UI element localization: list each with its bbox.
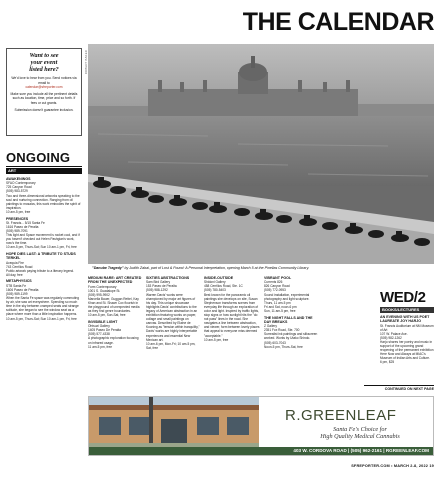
listing-title: METAPHYSICS: [6, 279, 32, 284]
listing-line: (505) 603-7043: [264, 340, 286, 345]
ad-tagline: Santa Fe's Choice for High Quality Medical Cannabis: [320, 426, 400, 440]
listing-line: SFAO Contemporary: [6, 181, 36, 186]
listing-line: Sam Bird Gallery: [146, 280, 171, 285]
listing-line: (505) 577-4338: [88, 332, 110, 337]
listing-line: All day, free: [6, 272, 23, 277]
listing-details: Make sure you include all the pertinent details such as location, time, price and so forth. If fees or cut grants.: [10, 92, 78, 105]
listing-line: 11 am-5 pm, free: [88, 344, 113, 349]
listing-line: Public artwork paying tribute to a literary legend.: [6, 268, 75, 273]
listing-heading: Want to see your event listed here?: [29, 52, 59, 74]
submit-listing-box: [6, 48, 82, 136]
listing-column-2: [88, 276, 142, 349]
listing-line: This light and Space movement is rocket cool, and if you haven't checked out Helen Pashgian's work, now's the time.: [6, 233, 80, 246]
listing-title: AWAKENINGS: [6, 177, 31, 181]
category-bar-art: ART: [6, 168, 82, 174]
listing-line: St. Francis... 5/15 Santa Fe: [6, 220, 45, 225]
listing-line: When the Santa Fe space was regularly commuting by air, she saw art everywhere. Spending so much time in the sky between cramped seats and strange solitude, she began to see the window seat as a place where more than a little inspiration happens.: [6, 296, 79, 317]
listing-line: Marcella Bauer, Guggan Rettel, Kay Khan and St. Shawn Cox flourish in the playground of unexpected media as they find genre boundaries.: [88, 296, 140, 314]
danube-shoes-photo-icon: [88, 44, 434, 264]
section-title-ongoing: ONGOING: [6, 150, 71, 165]
listing-line: Harjo shares her poetry and music in support of the upcoming grand reopening of the permanent exhibition Here Now and Always at MIAC's Museum of Indian Arts and Culture.: [380, 339, 434, 361]
listing-line: 10 am-6 pm, Mon-Fri; 10 am-5 pm, Sat, free: [146, 341, 196, 350]
ad-contact-bar: 403 W. CORDOVA ROAD | (505) 962-2161 | RGREENLEAF.COM: [89, 447, 433, 455]
listing-line: (505) 772-0953: [264, 288, 286, 293]
listing-line: 10 am-5 pm, Sun-Sat, free: [88, 313, 126, 318]
page-title: THE CALENDAR: [242, 8, 434, 36]
listing-line: Surrealist ink paintings and silkscreen worked. Works by Utako Shindo.: [264, 332, 318, 341]
listing-instructions: We'd love to hear from you. Send notices via email to calendar@sfreporter.com: [11, 76, 77, 90]
listing-line: 10 am-5 pm, Thurs-Sat; Sun 10 am-1 pm, Fri, free: [6, 245, 77, 250]
listing-title: SIXTIES ABSTRACTIONS: [146, 276, 190, 280]
listing-title: HOPE DIES LAST: A TRIBUTE TO STUDS TERKEL: [6, 252, 76, 261]
listing-column-6: [380, 315, 434, 365]
advertisement[interactable]: [88, 396, 434, 456]
listing-title: THE NIGHT FALLS AND THE DAY BREAKS: [264, 315, 313, 324]
category-bar-books: BOOKS/LECTURES: [380, 307, 434, 313]
listing-line: 1001 S. Guadalupe St.: [88, 288, 121, 293]
listing-line: 10 am-5 pm, free: [204, 337, 229, 342]
listing-line: 107 W. Palace Ave.: [380, 331, 408, 336]
listing-line: Currents 826: [264, 280, 283, 285]
listing-line: 826 Canyon Road: [264, 284, 290, 289]
listing-line: Z Gallery: [264, 324, 277, 329]
listing-line: A photographic exploration focusing on infrared usage.: [88, 336, 139, 345]
listing-line: Form Contemporary: [88, 284, 117, 289]
ad-brand-name: R.GREENLEAF: [285, 407, 397, 424]
listing-line: Fri and Sat, noon-6 pm: [264, 304, 297, 309]
email-link[interactable]: calendar@sfreporter.com: [25, 85, 63, 90]
listing-disclaimer: Submission doesn't guarantee inclusion.: [14, 107, 74, 112]
listing-line: Noon-5 pm, Thurs-Sat, free: [264, 344, 303, 349]
listing-line: Two and three-dimensional artworks speaking to the soul and nurturing connection. Ranging from oil paintings to mosaics, this work embodies the spirit of inspiration.: [6, 193, 81, 210]
listing-column-4: [204, 276, 260, 342]
listing-line: STB Santa Fe: [6, 283, 27, 288]
listing-line: Ohtsuzi Gallery: [88, 324, 110, 329]
listing-line: 10 am-5 pm, Thurs-Sat; Sun 10 am-1 pm, Fri, free: [6, 316, 77, 321]
listing-line: (505) 995-9902: [88, 292, 110, 297]
listing-line: 1606 Paseo de Peralta: [6, 287, 39, 292]
listing-line: Shidoni Gallery: [204, 280, 226, 285]
listing-line: 725 Canyon Road: [6, 185, 32, 190]
listing-line: (505) 780-5403: [204, 288, 226, 293]
listing-title: VIBRANT POOL: [264, 276, 292, 280]
photo-caption: "Danube Tragedy" by Judith Zabai, part of Lost & Found: A Personal Interpretation, opening March 5 at the Pinellas Community Library.: [92, 266, 310, 270]
listing-line: 458 Cerrillos Road, Ste. 1C: [204, 284, 243, 289]
photo-credit-vertical: ROBERT BAKER: [84, 50, 88, 75]
listing-line: Sun, 11 am-5 pm, free: [264, 308, 296, 313]
date-heading: WED/2: [380, 289, 426, 306]
listing-line: 743 Cerrillos Road: [6, 264, 33, 269]
listing-column-3: [146, 276, 200, 350]
listing-line: (505) 989-7091: [6, 229, 28, 234]
listing-line: 1405 Paseo De Peralta: [88, 328, 121, 333]
listing-line: 2351 Fox Road, Ste. 700: [264, 328, 300, 333]
listing-line: Sound installation, experimental photography and light sculpture.: [264, 292, 310, 301]
listing-line: 6 pm, $25: [380, 360, 395, 365]
listing-line: Acequia Fire: [6, 260, 24, 265]
listing-line: (505) 982-1262: [380, 335, 402, 340]
listing-column-1: [6, 177, 82, 321]
listing-line: Best known for the panoramic oil paintings she develops on site, Susan Stephenson transforms scenes from everyday life through an exploration of color and light. Inspired by traffic lights, stop signs or how sunlight hits the "do not pass" lines in the road. She navigates a line between abstraction, and viewer, form between lovely places that appeal to everyone miss deemed "acceptable.": [204, 292, 260, 338]
listing-line: 153 Paseo de Peralta: [146, 284, 177, 289]
listing-line: 1616 Paseo de Peralta: [6, 224, 39, 229]
listing-line: (505) 988-1292: [146, 288, 168, 293]
date-box: [380, 290, 434, 313]
listing-title: INVISIBLE LIGHT: [88, 319, 118, 324]
listing-title: AN EVENING WITH US POET LAUREATE JOY HARJO: [380, 315, 430, 324]
listing-title: MEDIUM RARE: ART CREATED FROM THE UNEXPECTED: [88, 276, 142, 285]
listing-line: (505) 989-1199: [6, 291, 28, 296]
listing-title: INSIDE-OUTSIDE: [204, 276, 234, 280]
listing-title: PRESENCES: [6, 216, 29, 221]
continued-note: CONTINUED ON NEXT PAGE: [364, 385, 434, 391]
page-footer: SFREPORTER.COM • MARCH 2-8, 2022 19: [351, 464, 434, 468]
listing-line: Thurs, 11 am-5 pm: [264, 300, 291, 305]
listing-line: Warren Davis' works were championed by major art figures of his day. This unique showcase highlights Davis' contributions to the legacy of American abstraction in an exhibition featuring works on paper, collage and small paintings on canvas. Described by Elaine de Kooning as "tension within tranquility," Davis' works are highly interpretable experiences and essential New Mexican art.: [146, 292, 200, 342]
listing-column-5: [264, 276, 320, 349]
listing-line: St. Francis Auditorium at NM Museum of Art: [380, 323, 434, 332]
listing-line: 10 am-5 pm, free: [6, 209, 31, 214]
listing-line: (505) 983-5729: [6, 189, 28, 194]
feature-photo: [88, 44, 434, 264]
section-divider: [6, 166, 82, 167]
